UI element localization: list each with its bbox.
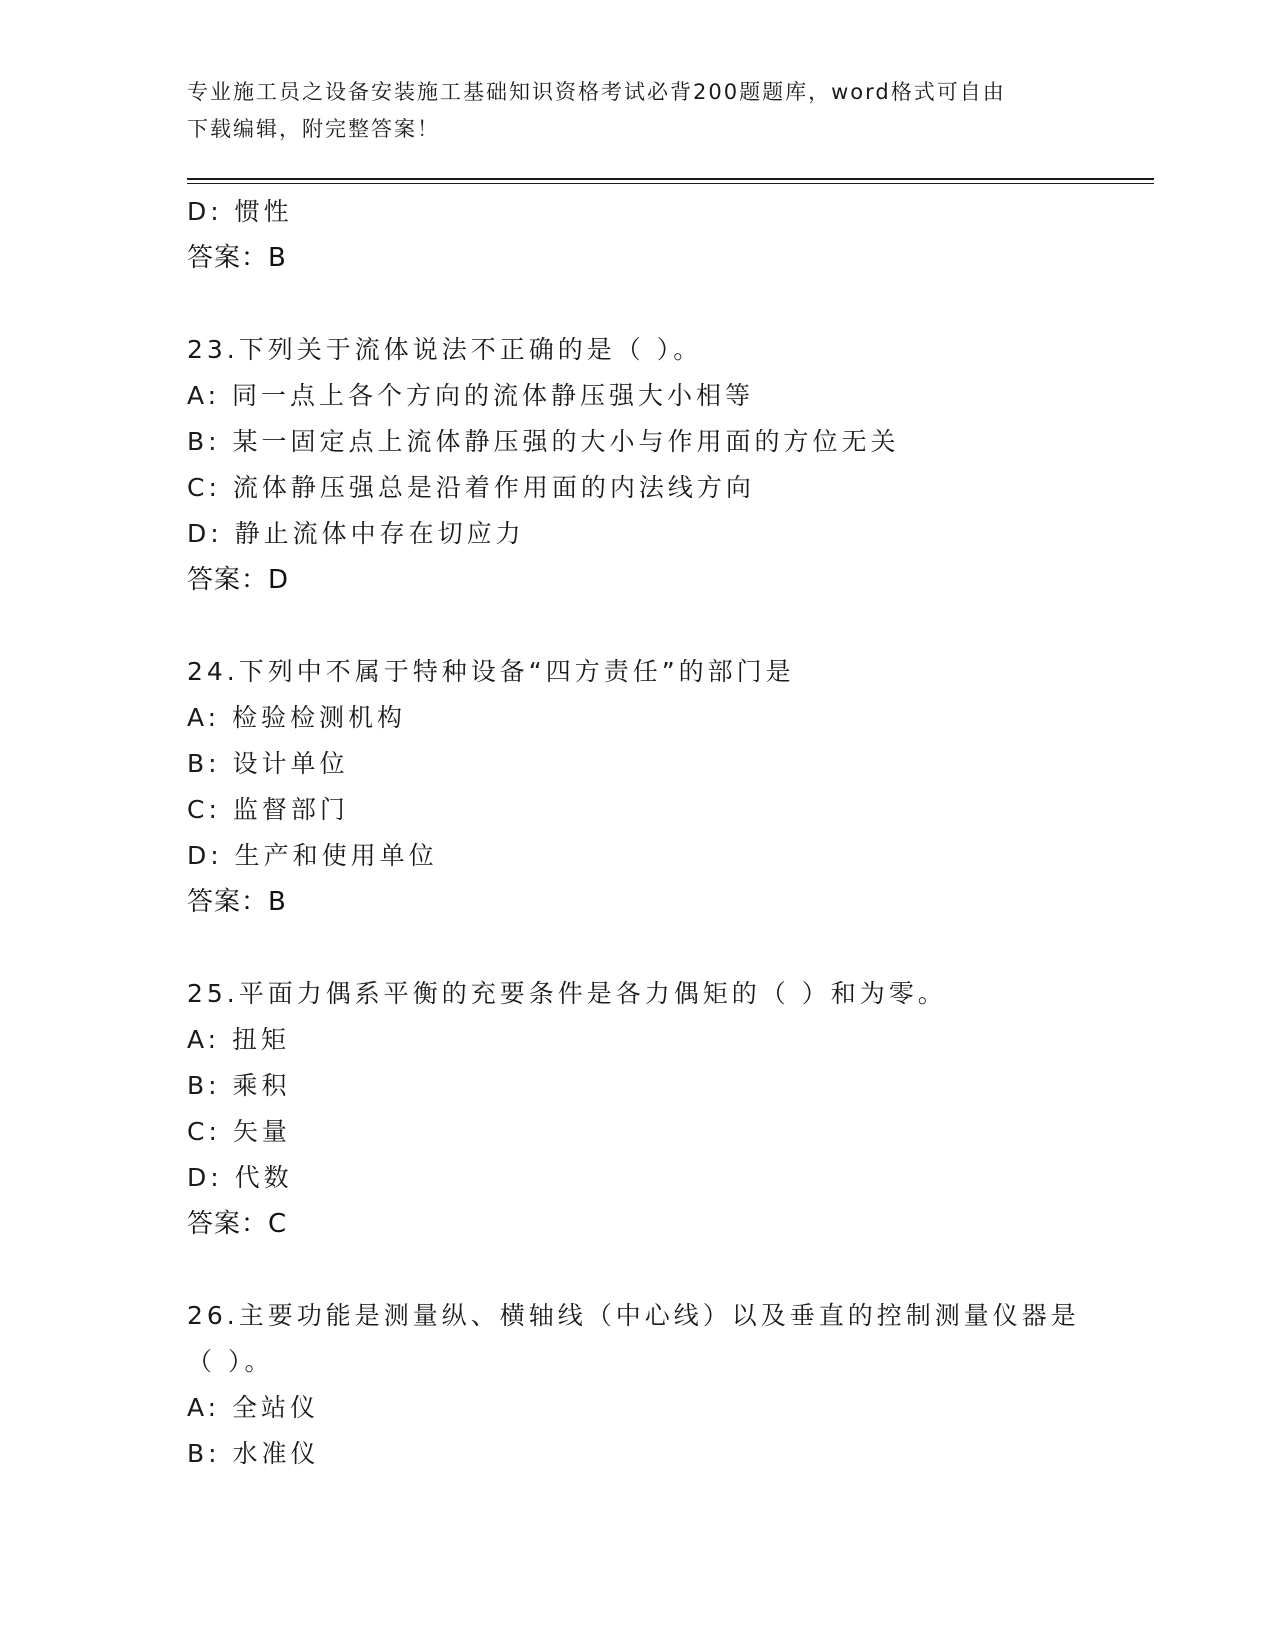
question-list (187, 189, 1147, 1477)
option-b: B: 水准仪 (187, 1439, 320, 1468)
option-b: B: 乘积 (187, 1071, 291, 1100)
document-header (187, 74, 1087, 148)
option-a: A: 同一点上各个方向的流体静压强大小相等 (187, 381, 755, 410)
answer: 答案：B (187, 887, 287, 917)
spacer (187, 1247, 1147, 1293)
option-a: A: 检验检测机构 (187, 703, 407, 732)
option-d: D: 静止流体中存在切应力 (187, 519, 525, 548)
option-c: C: 流体静压强总是沿着作用面的内法线方向 (187, 473, 755, 502)
option-b: B: 某一固定点上流体静压强的大小与作用面的方位无关 (187, 427, 900, 456)
option-a: A: 全站仪 (187, 1393, 320, 1422)
header-divider-thick (187, 178, 1154, 180)
question-stem-continued: （ ）。 (187, 1347, 274, 1376)
option-d: D: 惯性 (187, 197, 293, 226)
option-b: B: 设计单位 (187, 749, 349, 778)
option-d: D: 代数 (187, 1163, 293, 1192)
header-line-2: 下载编辑，附完整答案！ (187, 117, 440, 141)
answer: 答案：C (187, 1209, 288, 1239)
question-stem: 25.平面力偶系平衡的充要条件是各力偶矩的（ ）和为零。 (187, 979, 947, 1008)
option-a: A: 扭矩 (187, 1025, 291, 1054)
option-c: C: 监督部门 (187, 795, 349, 824)
answer: 答案：D (187, 565, 290, 595)
header-divider-thin (187, 183, 1154, 184)
question-stem: 24.下列中不属于特种设备“四方责任”的部门是 (187, 657, 795, 686)
spacer (187, 925, 1147, 971)
option-d: D: 生产和使用单位 (187, 841, 438, 870)
question-stem: 23.下列关于流体说法不正确的是（ ）。 (187, 335, 703, 364)
header-line-1: 专业施工员之设备安装施工基础知识资格考试必背200题题库，word格式可自由 (187, 80, 1006, 104)
answer: 答案：B (187, 243, 287, 273)
question-stem: 26.主要功能是测量纵、横轴线（中心线）以及垂直的控制测量仪器是 (187, 1301, 1080, 1330)
option-c: C: 矢量 (187, 1117, 291, 1146)
spacer (187, 603, 1147, 649)
spacer (187, 281, 1147, 327)
